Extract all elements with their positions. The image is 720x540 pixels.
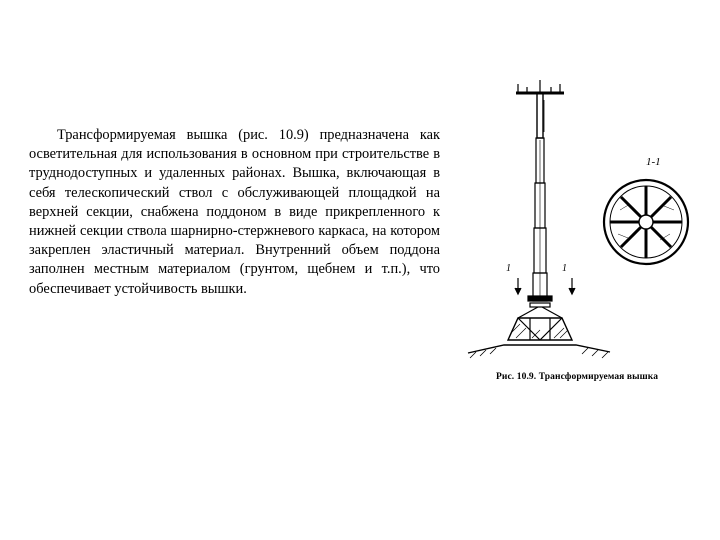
section-label: 1-1: [646, 156, 661, 168]
body-paragraph: Трансформируемая вышка (рис. 10.9) предназначена как осветительная для использования в основном при строительстве в труднодоступных и удаленных районах. Вышка, включающая в себя телескопический ствол с обслуживающей площадкой на верхней секции, снабжена поддоном в виде прикрепленного к нижней секции ствола шарнирно-стержневого каркаса, на котором закреплен эластичный материал. Внутренний объем поддона заполнен местным материалом (грунтом, щебнем и т.п.), что обеспечивает устойчивость вышки.: [29, 127, 440, 297]
cut-mark-right: 1: [562, 263, 567, 274]
tower-figure: [460, 70, 690, 400]
tower-drawing: [460, 70, 690, 400]
cut-mark-left: 1: [506, 263, 511, 274]
figure-caption: Рис. 10.9. Трансформируемая вышка: [496, 372, 659, 382]
